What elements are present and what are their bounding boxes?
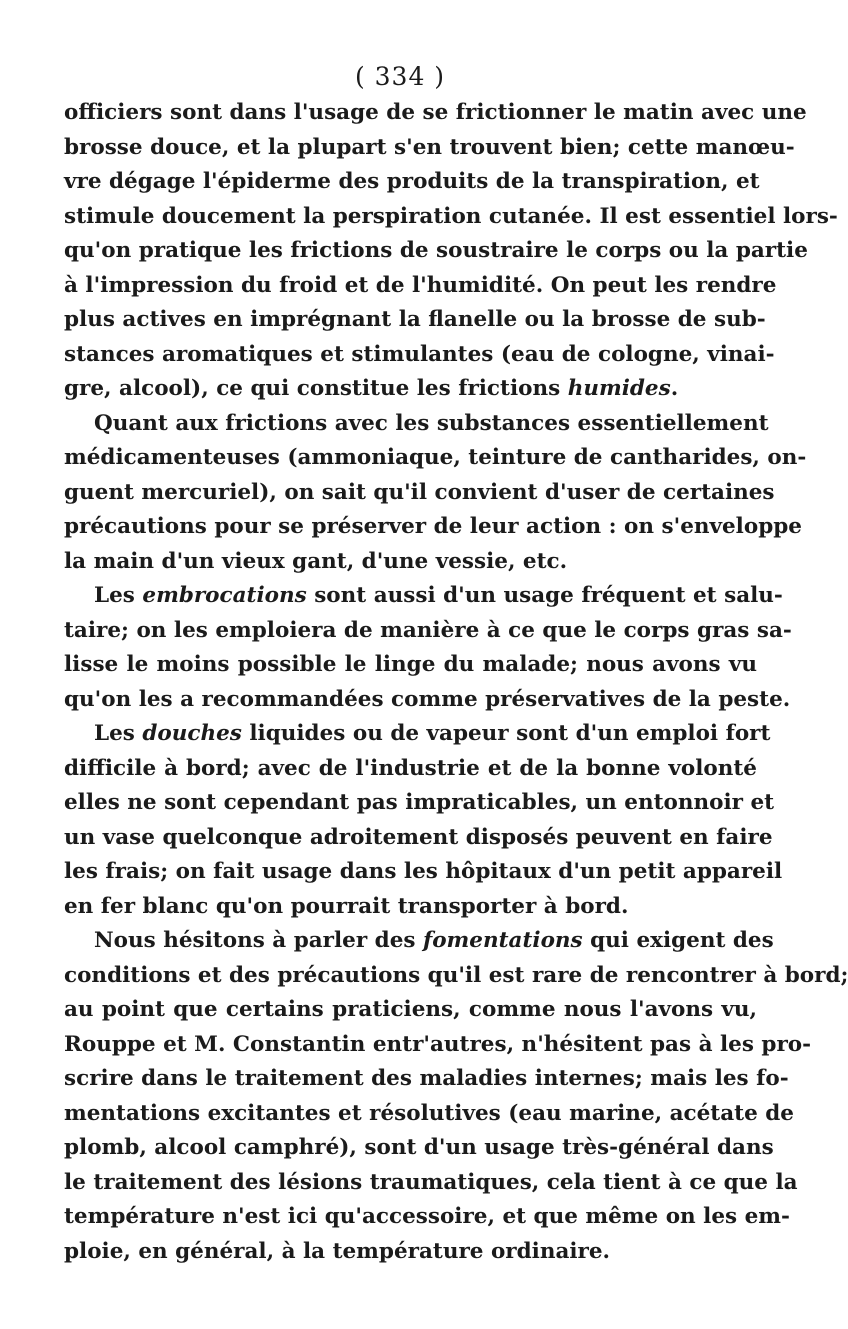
text-line: précautions pour se préserver de leur action : on s'enveloppe bbox=[64, 514, 802, 539]
text-line: difficile à bord; avec de l'industrie et de la bonne volonté bbox=[64, 755, 757, 781]
text-line: le traitement des lésions traumatiques, cela tient à ce que la bbox=[64, 1169, 798, 1195]
italic-term: fomentations bbox=[422, 928, 583, 953]
text-line: stances aromatiques et stimulantes (eau de cologne, vinai- bbox=[64, 341, 775, 367]
paragraph bbox=[64, 96, 838, 407]
paragraph bbox=[64, 717, 783, 924]
text-line: qu'on les a recommandées comme préservatives de la peste. bbox=[64, 686, 791, 712]
text-line: température n'est ici qu'accessoire, et que même on les em- bbox=[64, 1204, 790, 1229]
text-line: taire; on les emploiera de manière à ce que le corps gras sa- bbox=[64, 617, 792, 643]
text-line: vre dégage l'épiderme des produits de la transpiration, et bbox=[64, 169, 760, 194]
italic-term: douches bbox=[142, 721, 242, 746]
text-line: lisse le moins possible le linge du malade; nous avons vu bbox=[64, 652, 757, 677]
text-line: à l'impression du froid et de l'humidité. On peut les rendre bbox=[64, 272, 777, 298]
text-line: guent mercuriel), on sait qu'il convient d'user de certaines bbox=[64, 479, 775, 505]
text-line: mentations excitantes et résolutives (eau marine, acétate de bbox=[64, 1100, 794, 1126]
text-line: un vase quelconque adroitement disposés peuvent en faire bbox=[64, 824, 773, 850]
text-line: Quant aux frictions avec les substances essentiellement bbox=[94, 410, 769, 436]
text-line: elles ne sont cependant pas impraticables, un entonnoir et bbox=[64, 790, 775, 815]
text-line: au point que certains praticiens, comme nous l'avons vu, bbox=[64, 997, 757, 1022]
text-line: plomb, alcool camphré), sont d'un usage très-général dans bbox=[64, 1135, 774, 1160]
page-number: ( 334 ) bbox=[354, 62, 446, 91]
text-line: Les embrocations sont aussi d'un usage fréquent et salu- bbox=[94, 583, 783, 608]
text-line: la main d'un vieux gant, d'une vessie, etc. bbox=[64, 548, 568, 574]
text-line: Les douches liquides ou de vapeur sont d'un emploi fort bbox=[94, 721, 771, 746]
text-line: Nous hésitons à parler des fomentations qui exigent des bbox=[94, 928, 774, 953]
paragraph bbox=[64, 924, 848, 1269]
text-line: médicamenteuses (ammoniaque, teinture de cantharides, on- bbox=[64, 445, 807, 470]
text-line: scrire dans le traitement des maladies internes; mais les fo- bbox=[64, 1066, 789, 1091]
italic-term: humides bbox=[567, 376, 671, 401]
text-line: gre, alcool), ce qui constitue les frictions humides. bbox=[64, 376, 679, 401]
text-line: stimule doucement la perspiration cutanée. Il est essentiel lors- bbox=[64, 203, 838, 229]
text-line: plus actives en imprégnant la flanelle ou la brosse de sub- bbox=[64, 307, 766, 332]
text-line: ploie, en général, à la température ordinaire. bbox=[64, 1238, 611, 1264]
text-line: les frais; on fait usage dans les hôpitaux d'un petit appareil bbox=[64, 859, 783, 884]
paragraph bbox=[64, 407, 807, 580]
text-line: officiers sont dans l'usage de se frictionner le matin avec une bbox=[64, 100, 807, 125]
text-line: conditions et des précautions qu'il est rare de rencontrer à bord; bbox=[64, 962, 848, 988]
body-text bbox=[64, 96, 848, 1269]
text-line: brosse douce, et la plupart s'en trouvent bien; cette manœu- bbox=[64, 134, 795, 160]
text-line: qu'on pratique les frictions de soustraire le corps ou la partie bbox=[64, 238, 808, 263]
italic-term: embrocations bbox=[142, 583, 307, 608]
text-line: Rouppe et M. Constantin entr'autres, n'hésitent pas à les pro- bbox=[64, 1031, 812, 1057]
paragraph bbox=[64, 579, 792, 717]
text-line: en fer blanc qu'on pourrait transporter à bord. bbox=[64, 893, 629, 919]
